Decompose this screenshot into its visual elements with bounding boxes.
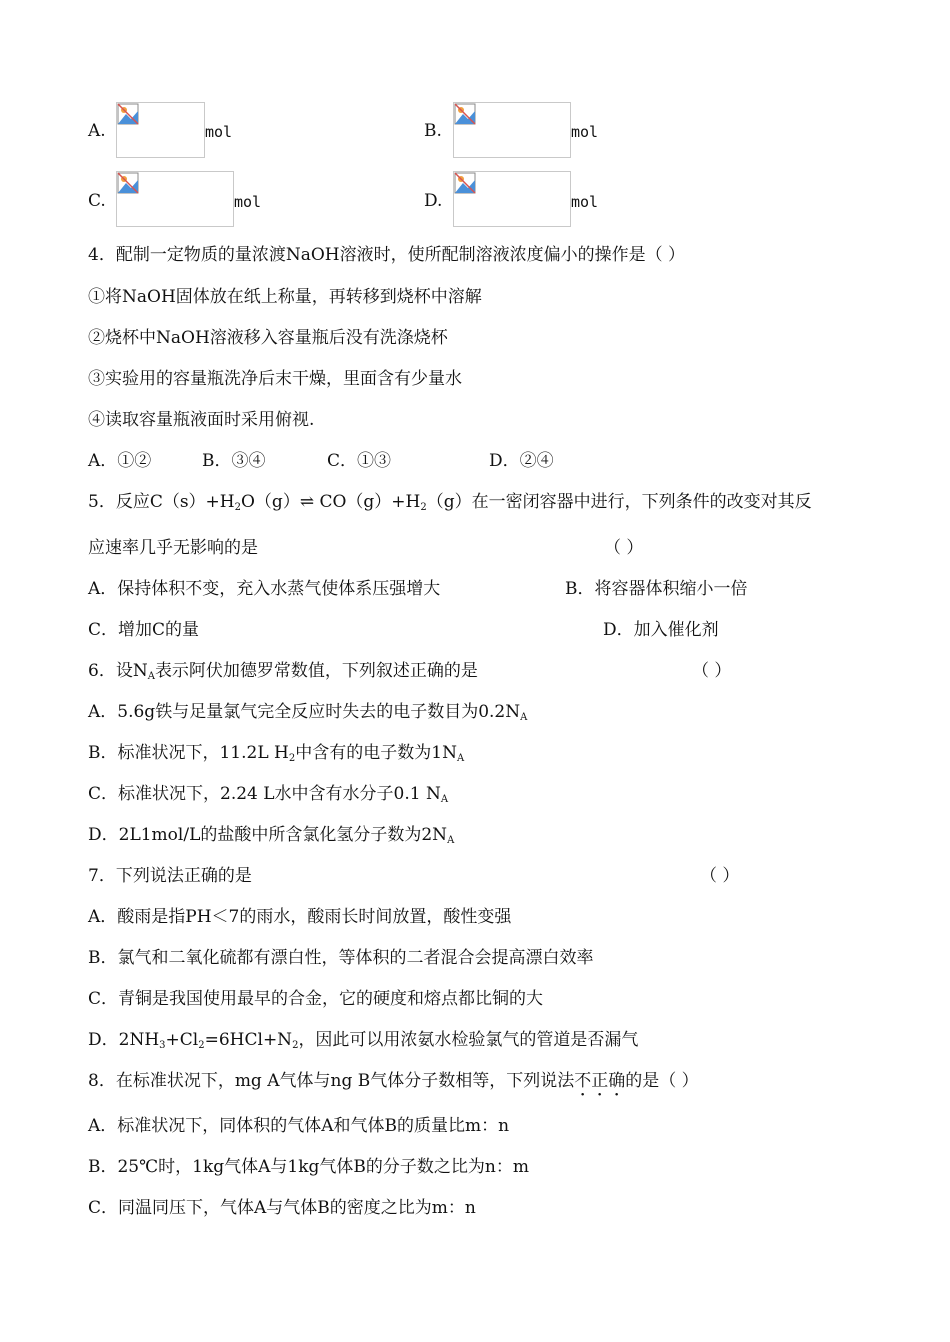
subscript: A [456,753,465,764]
q6-option-d [88,824,454,852]
q3-option-b-label: B. [424,121,442,141]
q4-item-3: ③实验用的容量瓶洗净后末干燥，里面含有少量水 [88,369,462,389]
q4-item-1: ①将NaOH固体放在纸上称量，再转移到烧杯中溶解 [88,287,482,307]
subscript: A [440,794,449,805]
subscript: A [520,712,528,723]
q3-option-b-unit: mol [571,123,599,141]
q8-stem [88,1070,699,1092]
q5-option-a: A．保持体积不变，充入水蒸气使体系压强增大 [88,579,441,599]
broken-image-icon [117,172,139,194]
emphasis-char: 正 [591,1071,609,1091]
q7-option-d [88,1029,638,1057]
q7-option-text: =6HCl+N [204,1030,293,1050]
subscript: A [147,671,155,682]
q5-stem [88,491,812,519]
broken-image-icon [454,103,476,125]
q6-option-c [88,783,448,811]
q8-stem-part: 8．在标准状况下，mg A气体与ng B气体分子数相等，下列说法 [88,1071,575,1091]
q6-stem-part: 6．设N [88,661,148,681]
q3-option-a-label: A. [88,121,106,141]
q5-answer-paren: （ ） [604,538,644,558]
q6-option-b [88,742,464,770]
q8-option-c: C．同温同压下，气体A与气体B的密度之比为m：n [88,1198,476,1218]
subscript: A [447,835,455,846]
q3-option-b-image [453,102,571,158]
subscript: 2 [420,502,427,513]
q8-option-a: A．标准状况下，同体积的气体A和气体B的质量比m：n [88,1116,510,1136]
equilibrium-arrow: ⇌ [299,492,315,512]
q4-item-2: ②烧杯中NaOH溶液移入容量瓶后没有洗涤烧杯 [88,328,448,348]
q4-option-b: B．③④ [202,451,266,471]
q7-option-text: +Cl [165,1030,199,1050]
q3-option-d-label: D. [424,191,443,211]
q7-option-text: ，因此可以用浓氨水检验氯气的管道是否漏气 [298,1030,639,1050]
broken-image-icon [117,103,139,125]
q7-option-text: D．2NH [88,1030,160,1050]
q5-stem-part: 5．反应C（s）+H [88,492,235,512]
q4-option-d: D．②④ [489,451,554,471]
broken-image-icon [454,172,476,194]
q4-option-c: C．①③ [327,451,392,471]
emphasis-char: 不 [574,1071,592,1091]
q7-option-c: C．青铜是我国使用最早的合金，它的硬度和熔点都比铜的大 [88,989,544,1009]
q3-option-a-unit: mol [205,123,233,141]
q4-stem: 4．配制一定物质的量浓渡NaOH溶液时，使所配制溶液浓度偏小的操作是（ ） [88,245,685,265]
q5-option-c: C．增加C的量 [88,620,200,640]
q4-item-4: ④读取容量瓶液面时采用俯视. [88,410,315,430]
subscript: 2 [292,1040,299,1051]
q7-stem: 7．下列说法正确的是 [88,866,252,886]
emphasis-char: 确 [608,1071,626,1091]
q3-option-d-image [453,171,571,227]
q5-stem-part: CO（g）+H [314,492,421,512]
q6-option-text: D．2L1mol/L的盐酸中所含氯化氢分子数为2N [88,825,448,845]
subscript: 2 [198,1040,205,1051]
q5-stem-part: O（g） [241,492,300,512]
q3-option-c-image [116,171,234,227]
q3-option-a-image [116,102,205,158]
q3-option-d-unit: mol [571,193,599,211]
q5-stem-part: （g）在一密闭容器中进行，下列条件的改变对其反 [426,492,812,512]
q6-option-text: A．5.6g铁与足量氯气完全反应时失去的电子数目为0.2N [88,702,521,722]
q6-option-text: C．标准状况下，2.24 L水中含有水分子0.1 N [88,784,441,804]
q6-answer-paren: （ ） [692,661,732,681]
subscript: 2 [288,753,296,764]
q6-option-text: B．标准状况下，11.2L H [88,743,289,763]
q3-option-c-unit: mol [234,193,262,211]
subscript: 3 [159,1040,166,1051]
q4-option-a: A．①② [88,451,152,471]
q5-stem-line2: 应速率几乎无影响的是 [88,538,258,558]
q6-stem [88,660,478,688]
subscript: 2 [234,502,241,513]
q8-stem-part: 的是（ ） [625,1071,699,1091]
q6-option-a [88,701,527,729]
q6-option-text: 中含有的电子数为1N [295,743,457,763]
q7-option-a: A．酸雨是指PH＜7的雨水，酸雨长时间放置，酸性变强 [88,907,512,927]
q7-answer-paren: （ ） [700,866,740,886]
q7-option-b: B．氯气和二氧化硫都有漂白性，等体积的二者混合会提高漂白效率 [88,948,594,968]
q5-option-b: B．将容器体积缩小一倍 [565,579,748,599]
q8-option-b: B．25℃时，1kg气体A与1kg气体B的分子数之比为n：m [88,1157,529,1177]
q3-option-c-label: C. [88,191,106,211]
q6-stem-part: 表示阿伏加德罗常数值，下列叙述正确的是 [154,661,478,681]
q5-option-d: D．加入催化剂 [603,620,719,640]
